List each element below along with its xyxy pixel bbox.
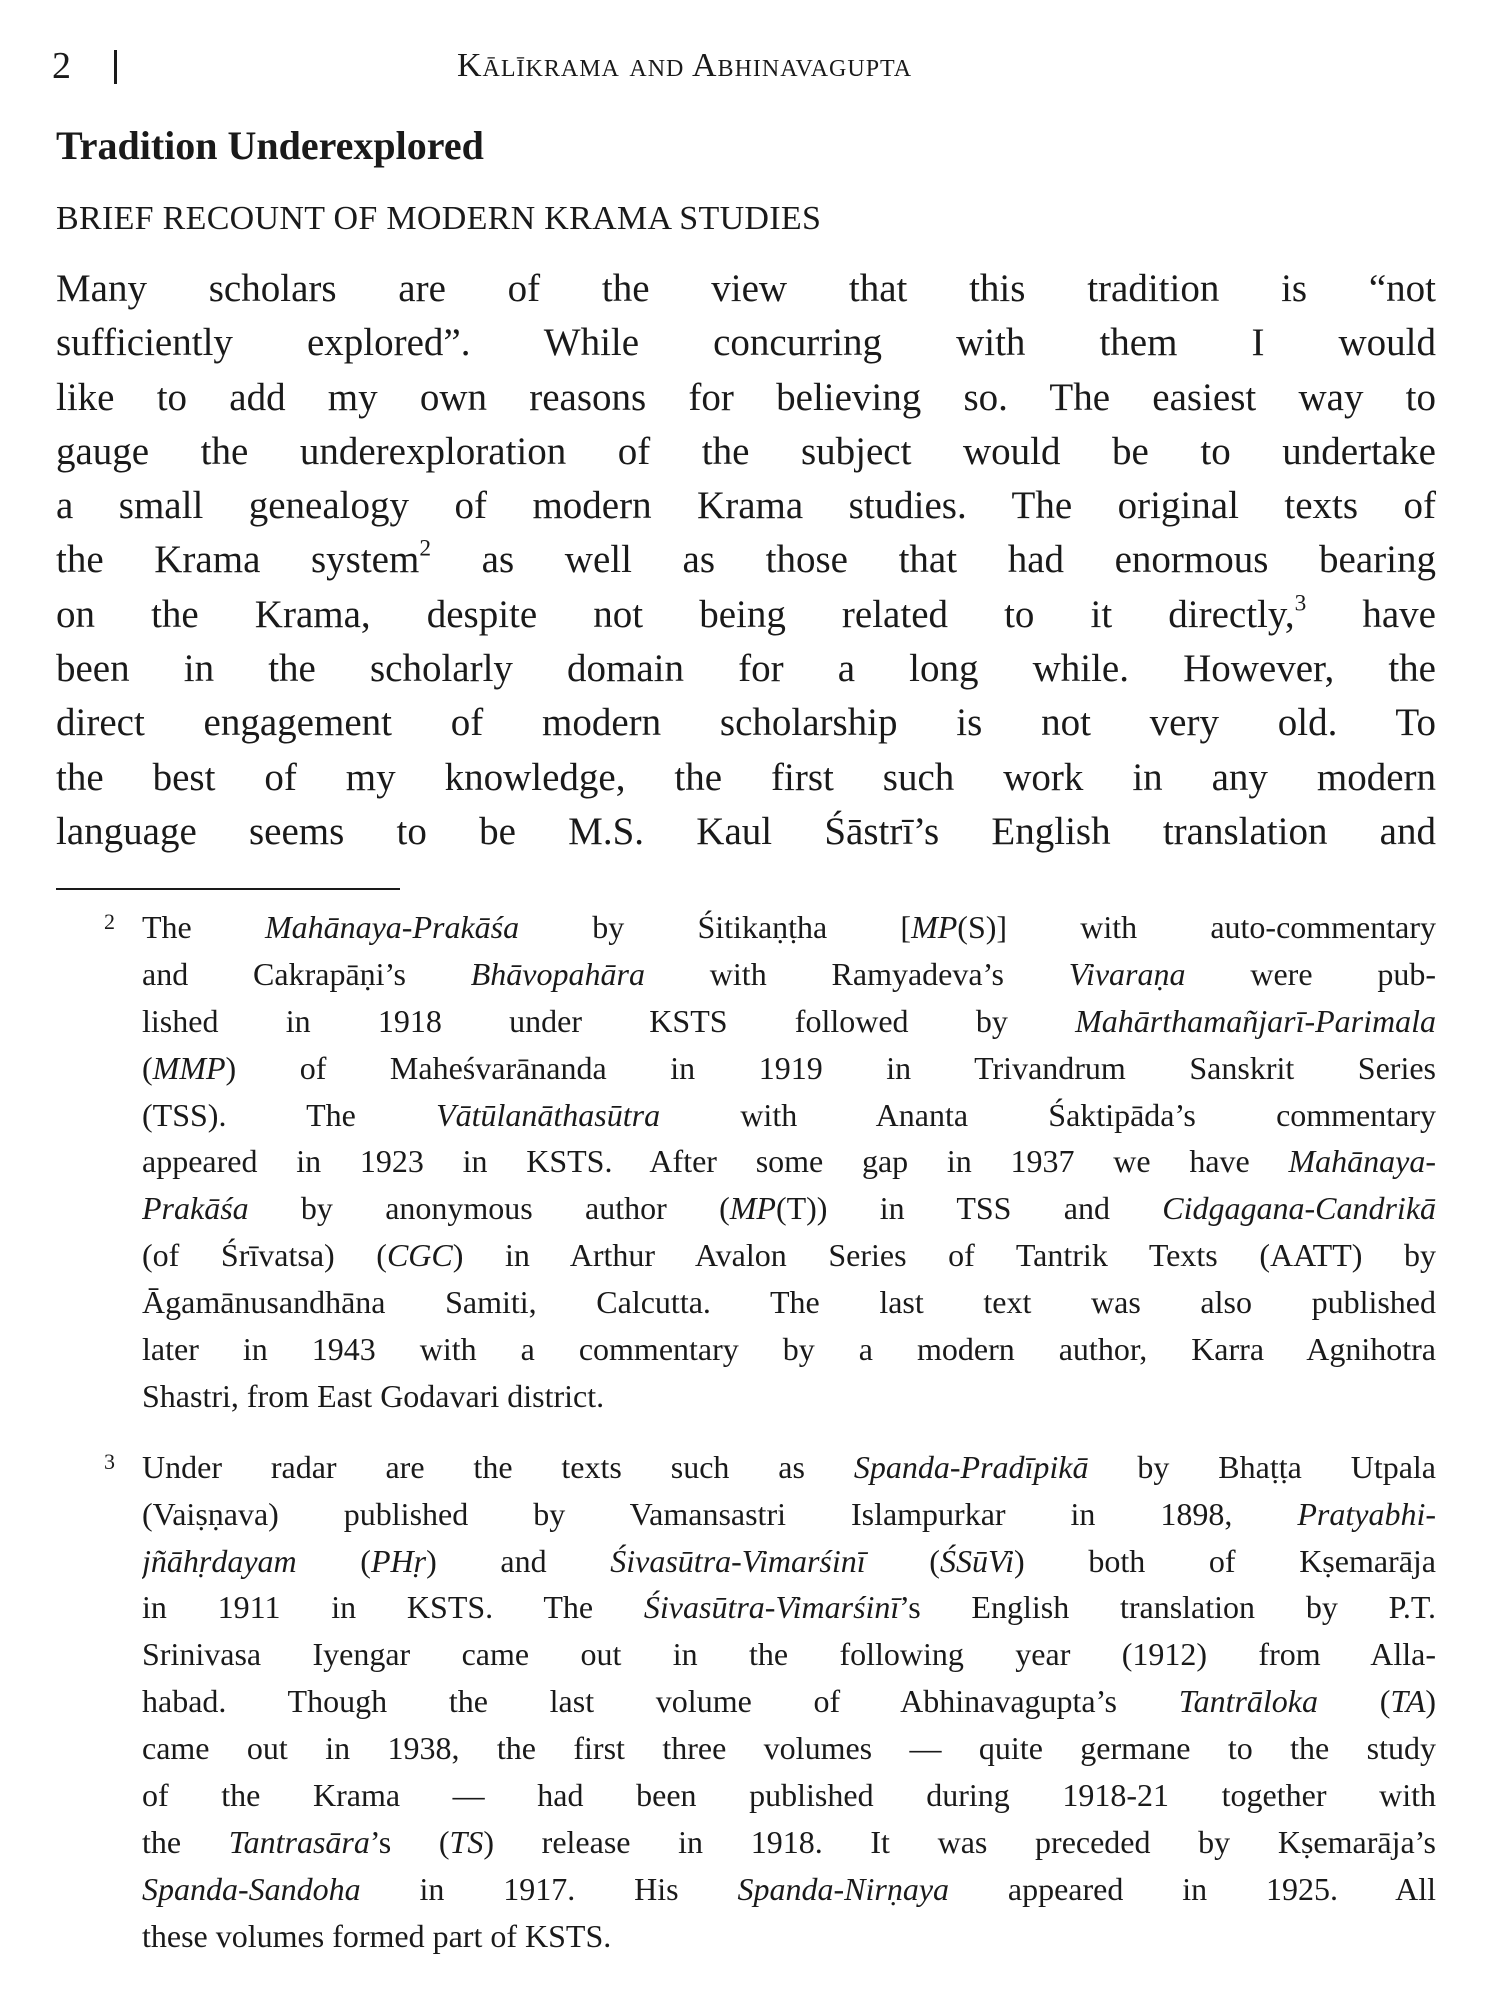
footnote-separator [56, 888, 400, 890]
fn-text: appeared in 1925. All [949, 1870, 1436, 1907]
footnote-line [142, 1491, 1436, 1538]
body-line: language seems to be M.S. Kaul Śāstrī’s English translation and [56, 809, 1436, 853]
fn-title: jñāhṛdayam [142, 1542, 297, 1579]
fn-text: habad. Though the last volume of Abhinavagupta’s [142, 1683, 1179, 1720]
body-paragraph [56, 262, 1436, 859]
fn-title: Spanda-Sandoha [142, 1870, 361, 1907]
footnote-3 [56, 1444, 1436, 1960]
footnote-line: Srinivasa Iyengar came out in the following year (1912) from Alla- [142, 1636, 1436, 1673]
fn-text: ( [865, 1542, 940, 1579]
fn-text: the [142, 1823, 229, 1860]
footnote-marker: 3 [104, 1448, 115, 1474]
fn-text: by Bhaṭṭa Utpala [1088, 1448, 1436, 1485]
fn-abbrev: MP [729, 1190, 776, 1227]
fn-title: Vātūlanāthasūtra [436, 1096, 661, 1133]
footnote-line [142, 1092, 1436, 1139]
fn-text: (Vaiṣṇava) published by Vamansastri Islampurkar in 1898, [142, 1495, 1298, 1532]
footnote-line: came out in 1938, the first three volumes — quite germane to the study [142, 1730, 1436, 1767]
footnote-line [142, 998, 1436, 1045]
fn-title: Bhāvopahāra [470, 955, 645, 992]
footnote-marker: 2 [104, 909, 115, 934]
footnote-ref-2[interactable]: 2 [419, 536, 432, 563]
fn-text: ) of Maheśvarānanda in 1919 in Trivandrum Sanskrit Series [225, 1049, 1436, 1086]
body-text: the Krama system [56, 538, 420, 582]
fn-text: ) in Arthur Avalon Series of Tantrik Texts (AATT) by [452, 1237, 1436, 1274]
fn-text: (S)] with auto-commentary [957, 909, 1436, 945]
fn-title: Śivasūtra-Vimarśinī [643, 1589, 900, 1626]
fn-text: ) both of Kṣemarāja [1014, 1542, 1436, 1579]
footnote-line [142, 951, 1436, 998]
fn-title: Tantrasāra [228, 1823, 370, 1860]
fn-title: Mahānaya-Prakāśa [264, 909, 520, 945]
fn-title: Spanda-Pradīpikā [853, 1448, 1089, 1485]
fn-text: ) and [426, 1542, 611, 1579]
body-text: as well as those that had enormous bearing [431, 538, 1436, 582]
running-title: Kālīkrama and Abhinavagupta [457, 47, 913, 84]
fn-title: Mahārthamañjarī-Parimala [1075, 1002, 1436, 1039]
footnote-line [142, 1819, 1436, 1866]
footnote-line: later in 1943 with a commentary by a modern author, Karra Agnihotra [142, 1331, 1436, 1368]
footnote-line: Āgamānusandhāna Samiti, Calcutta. The last text was also published [142, 1284, 1436, 1321]
fn-text: and Cakrapāṇi’s [142, 955, 471, 992]
fn-title: Cidgagana-Candrikā [1162, 1190, 1436, 1227]
fn-text: ’s ( [369, 1823, 450, 1860]
fn-text: appeared in 1923 in KSTS. After some gap in 1937 we have [142, 1143, 1289, 1180]
fn-title: Pratyabhi- [1297, 1495, 1436, 1532]
fn-title: Prakāśa [142, 1190, 249, 1227]
fn-abbrev: TS [449, 1823, 484, 1860]
body-line: gauge the underexploration of the subject would be to undertake [56, 429, 1436, 473]
fn-title: Mahānaya- [1288, 1143, 1436, 1180]
body-line: a small genealogy of modern Krama studies. The original texts of [56, 484, 1436, 528]
footnote-line [142, 1045, 1436, 1092]
footnote-line [142, 1678, 1436, 1725]
subsection-heading: BRIEF RECOUNT OF MODERN KRAMA STUDIES [56, 200, 822, 237]
footnote-line: Shastri, from East Godavari district. [142, 1377, 605, 1414]
fn-text: (TSS). The [142, 1096, 437, 1133]
page-number: 2 [52, 45, 71, 87]
fn-text: by anonymous author ( [248, 1190, 730, 1227]
footnote-line [142, 1538, 1436, 1585]
footnote-line: these volumes formed part of KSTS. [142, 1917, 612, 1954]
fn-text: in 1911 in KSTS. The [142, 1589, 644, 1626]
fn-text: by Śitikaṇṭha [ [519, 909, 912, 945]
section-heading: Tradition Underexplored [56, 123, 484, 168]
fn-text: lished in 1918 under KSTS followed by [142, 1002, 1076, 1039]
fn-text: ( [1318, 1683, 1391, 1720]
footnote-line [142, 904, 1436, 951]
fn-abbrev: CGC [386, 1237, 453, 1274]
body-line: sufficiently explored”. While concurring with them I would [56, 321, 1436, 365]
fn-text: Under radar are the texts such as [142, 1448, 854, 1485]
fn-abbrev: TA [1390, 1683, 1426, 1720]
fn-text: were pub- [1185, 955, 1436, 992]
fn-text: ) [1425, 1683, 1436, 1720]
fn-text: (T)) in TSS and [775, 1190, 1163, 1227]
fn-abbrev: PHṛ [370, 1542, 427, 1579]
footnote-line [142, 1185, 1436, 1232]
fn-title: Tantrāloka [1178, 1683, 1318, 1720]
fn-text: ( [296, 1542, 371, 1579]
body-line: direct engagement of modern scholarship is not very old. To [56, 701, 1436, 745]
body-text: on the Krama, despite not being related to it directly, [56, 592, 1295, 636]
footnotes [56, 904, 1436, 1960]
body-line: the best of my knowledge, the first such work in any modern [56, 755, 1436, 799]
fn-text: with Ananta Śaktipāda’s commentary [660, 1096, 1436, 1133]
body-line: like to add my own reasons for believing so. The easiest way to [56, 375, 1436, 419]
fn-text: (of Śrīvatsa) ( [142, 1237, 387, 1274]
fn-title: Śivasūtra-Vimarśinī [610, 1542, 866, 1579]
header-divider [114, 50, 117, 84]
footnote-2 [56, 904, 1436, 1420]
body-line [56, 588, 1436, 642]
body-line [56, 533, 1436, 587]
body-line: been in the scholarly domain for a long while. However, the [56, 647, 1436, 691]
fn-abbrev: ŚSūVi [939, 1542, 1015, 1579]
footnote-line [142, 1584, 1436, 1631]
body-text: have [1306, 592, 1436, 636]
fn-title: Vivaraṇa [1068, 955, 1186, 992]
fn-title: Spanda-Nirṇaya [737, 1870, 950, 1907]
fn-text: ’s English translation by P.T. [899, 1589, 1436, 1626]
footnote-line [142, 1138, 1436, 1185]
fn-text: ) release in 1918. It was preceded by Kṣemarāja’s [483, 1823, 1436, 1860]
fn-abbrev: MMP [152, 1049, 226, 1086]
body-line: Many scholars are of the view that this tradition is “not [56, 267, 1436, 310]
footnote-line [142, 1866, 1436, 1913]
fn-text: with Ramyadeva’s [644, 955, 1069, 992]
running-head [52, 38, 1432, 98]
fn-text: The [142, 909, 265, 945]
footnote-line [142, 1444, 1436, 1491]
footnote-line: of the Krama — had been published during 1918-21 together with [142, 1777, 1436, 1814]
footnote-ref-3[interactable]: 3 [1294, 590, 1307, 617]
fn-text: in 1917. His [360, 1870, 738, 1907]
fn-abbrev: MP [911, 909, 958, 945]
fn-text: ( [142, 1049, 153, 1086]
footnote-line [142, 1232, 1436, 1279]
